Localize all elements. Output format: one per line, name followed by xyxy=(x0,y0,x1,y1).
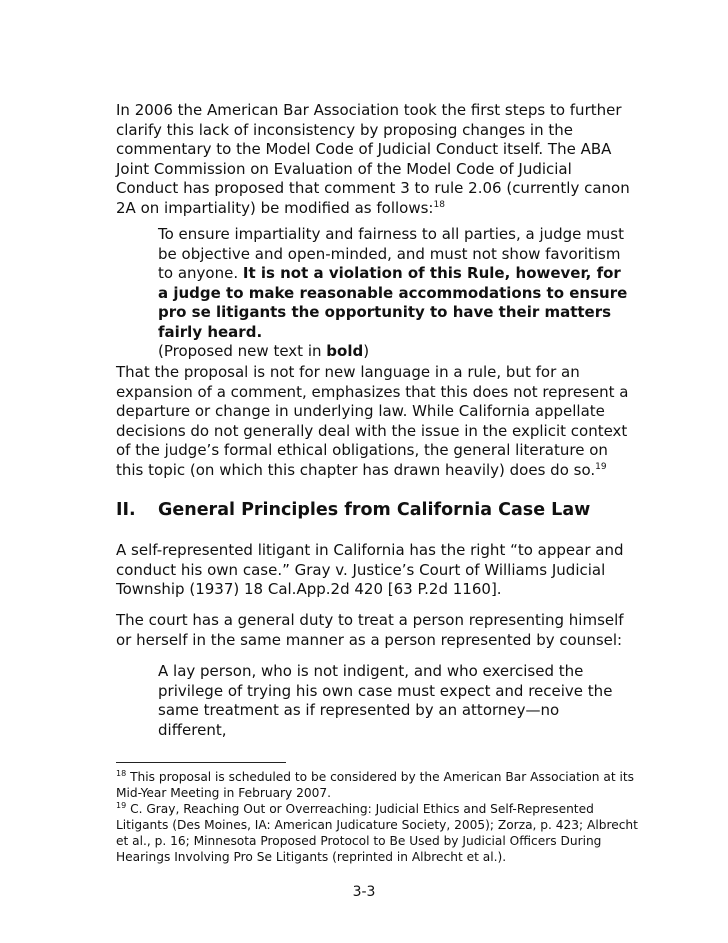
quote-note-open: (Proposed new text in xyxy=(158,342,327,360)
footnote-text: C. Gray, Reaching Out or Overreaching: Judicial Ethics and Self-Represented Litigants (Des Moines, IA: American Judicature Society, 2005); Zorza, p. 423; Albrecht et al., p. 16; Minnesota Proposed Protocol to Be Used by Judicial Officers During Hearings Involving Pro Se Litigants (reprinted in Albrecht et al.). xyxy=(116,802,638,864)
paragraph-text: A self-represented litigant in California has the right “to appear and conduct his own case.” Gray v. Justice’s Court of Williams Judicial Township (1937) 18 Cal.App.2d 420 [63 P.2d 1160]. xyxy=(116,541,624,598)
paragraph-text: The court has a general duty to treat a person representing himself or herself in the same manner as a person represented by counsel: xyxy=(116,611,624,649)
body-paragraph-ababar-proposal xyxy=(116,101,636,218)
paragraph-text: That the proposal is not for new language in a rule, but for an expansion of a comment, emphasizes that this does not represent a departure or change in underlying law. While California appellate decisions do not generally deal with the issue in the explicit context of the judge’s formal ethical obligations, the general literature on this topic (on which this chapter has drawn heavily) does do so. xyxy=(116,363,629,479)
footnote-18 xyxy=(116,769,646,801)
body-paragraph-right-to-appear xyxy=(116,541,636,600)
quote-plain-text: To ensure impartiality and fairness to all parties, a judge must be objective and open-minded, and must not show favoritism to anyone. xyxy=(158,225,624,282)
quote-bold-text: It is not a violation of this Rule, however, for a judge to make reasonable accommodations to ensure pro se litigants the opportunity to have their matters fairly heard. xyxy=(158,264,628,341)
page-number: 3-3 xyxy=(352,884,376,900)
footnote-number: 19 xyxy=(116,801,127,810)
quote-note-bold: bold xyxy=(326,342,364,360)
footnote-reference[interactable]: 19 xyxy=(595,461,607,472)
footnote-reference[interactable]: 18 xyxy=(433,199,445,210)
quote-note-close: ) xyxy=(363,342,370,360)
paragraph-text: In 2006 the American Bar Association took the first steps to further clarify this lack of inconsistency by proposing changes in the commentary to the Model Code of Judicial Conduct itself. The ABA Joint Commission on Evaluation of the Model Code of Judicial Conduct has proposed that comment 3 to rule 2.06 (currently canon 2A on impartiality) be modified as follows: xyxy=(116,101,630,217)
block-quote-lay-person xyxy=(158,662,628,740)
footnote-text: This proposal is scheduled to be considered by the American Bar Association at its Mid-Year Meeting in February 2007. xyxy=(116,770,634,800)
quote-text: A lay person, who is not indigent, and who exercised the privilege of trying his own case must expect and receive the same treatment as if represented by an attorney—no different, xyxy=(158,662,613,739)
block-quote-proposed-comment xyxy=(158,225,628,362)
body-paragraph-general-duty xyxy=(116,611,636,650)
footnote-separator xyxy=(116,762,286,763)
section-number: II. xyxy=(116,500,136,520)
body-paragraph-expansion-comment xyxy=(116,363,636,480)
section-heading xyxy=(116,500,656,520)
footnote-19 xyxy=(116,801,646,865)
section-title: General Principles from California Case Law xyxy=(158,500,591,520)
footnote-number: 18 xyxy=(116,769,127,778)
